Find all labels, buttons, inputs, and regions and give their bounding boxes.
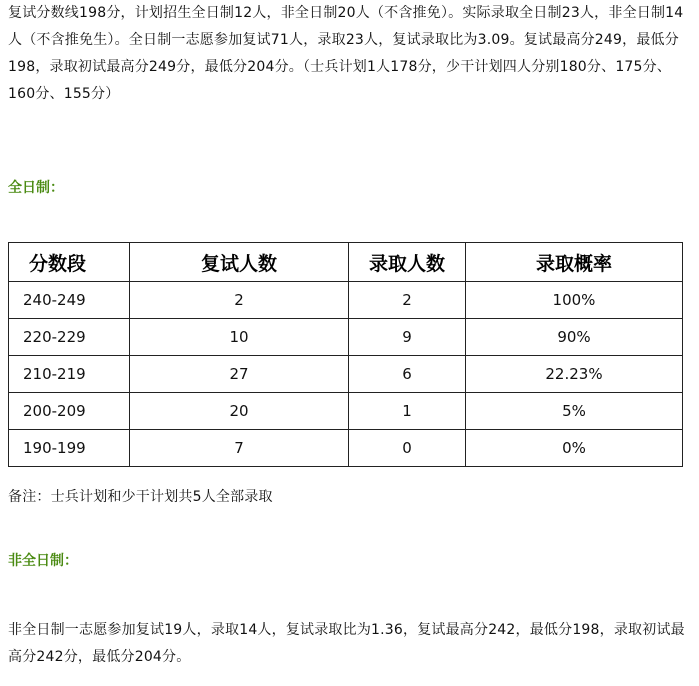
cell-score-range: 240-249 bbox=[9, 282, 130, 319]
cell-score-range: 210-219 bbox=[9, 356, 130, 393]
fulltime-note: 备注：士兵计划和少干计划共5人全部录取 bbox=[8, 489, 273, 505]
cell-admit-count: 0 bbox=[349, 430, 466, 467]
cell-admit-count: 1 bbox=[349, 393, 466, 430]
cell-admit-count: 6 bbox=[349, 356, 466, 393]
cell-retest-count: 27 bbox=[130, 356, 349, 393]
cell-score-range: 200-209 bbox=[9, 393, 130, 430]
intro-paragraph: 复试分数线198分，计划招生全日制12人，非全日制20人（不含推免）。实际录取全日制23人，非全日制14人（不含推免生）。全日制一志愿参加复试71人，录取23人，复试录取比为3.09。复试最高分249，最低分198，录取初试最高分249分，最低分204分。（士兵计划1人178分，少干计划四人分别180分、175分、160分、155分） bbox=[8, 5, 684, 102]
cell-admit-rate: 0% bbox=[466, 430, 683, 467]
cell-admit-rate: 5% bbox=[466, 393, 683, 430]
cell-admit-rate: 100% bbox=[466, 282, 683, 319]
fulltime-heading: 全日制： bbox=[8, 180, 64, 196]
cell-retest-count: 2 bbox=[130, 282, 349, 319]
fulltime-stats-table bbox=[8, 242, 683, 467]
cell-admit-count: 2 bbox=[349, 282, 466, 319]
cell-score-range: 190-199 bbox=[9, 430, 130, 467]
cell-retest-count: 7 bbox=[130, 430, 349, 467]
table-header-row bbox=[9, 243, 683, 282]
header-score-range: 分数段 bbox=[9, 243, 130, 282]
table-row bbox=[9, 319, 683, 356]
cell-retest-count: 20 bbox=[130, 393, 349, 430]
table-row bbox=[9, 356, 683, 393]
table-row bbox=[9, 282, 683, 319]
table-row bbox=[9, 393, 683, 430]
header-admit-rate: 录取概率 bbox=[466, 243, 683, 282]
cell-admit-rate: 90% bbox=[466, 319, 683, 356]
cell-retest-count: 10 bbox=[130, 319, 349, 356]
parttime-heading: 非全日制： bbox=[8, 553, 78, 569]
header-retest-count: 复试人数 bbox=[130, 243, 349, 282]
parttime-paragraph: 非全日制一志愿参加复试19人，录取14人，复试录取比为1.36，复试最高分242，最低分198，录取初试最高分242分，最低分204分。 bbox=[8, 622, 685, 665]
cell-admit-count: 9 bbox=[349, 319, 466, 356]
cell-admit-rate: 22.23% bbox=[466, 356, 683, 393]
table-row bbox=[9, 430, 683, 467]
cell-score-range: 220-229 bbox=[9, 319, 130, 356]
header-admit-count: 录取人数 bbox=[349, 243, 466, 282]
